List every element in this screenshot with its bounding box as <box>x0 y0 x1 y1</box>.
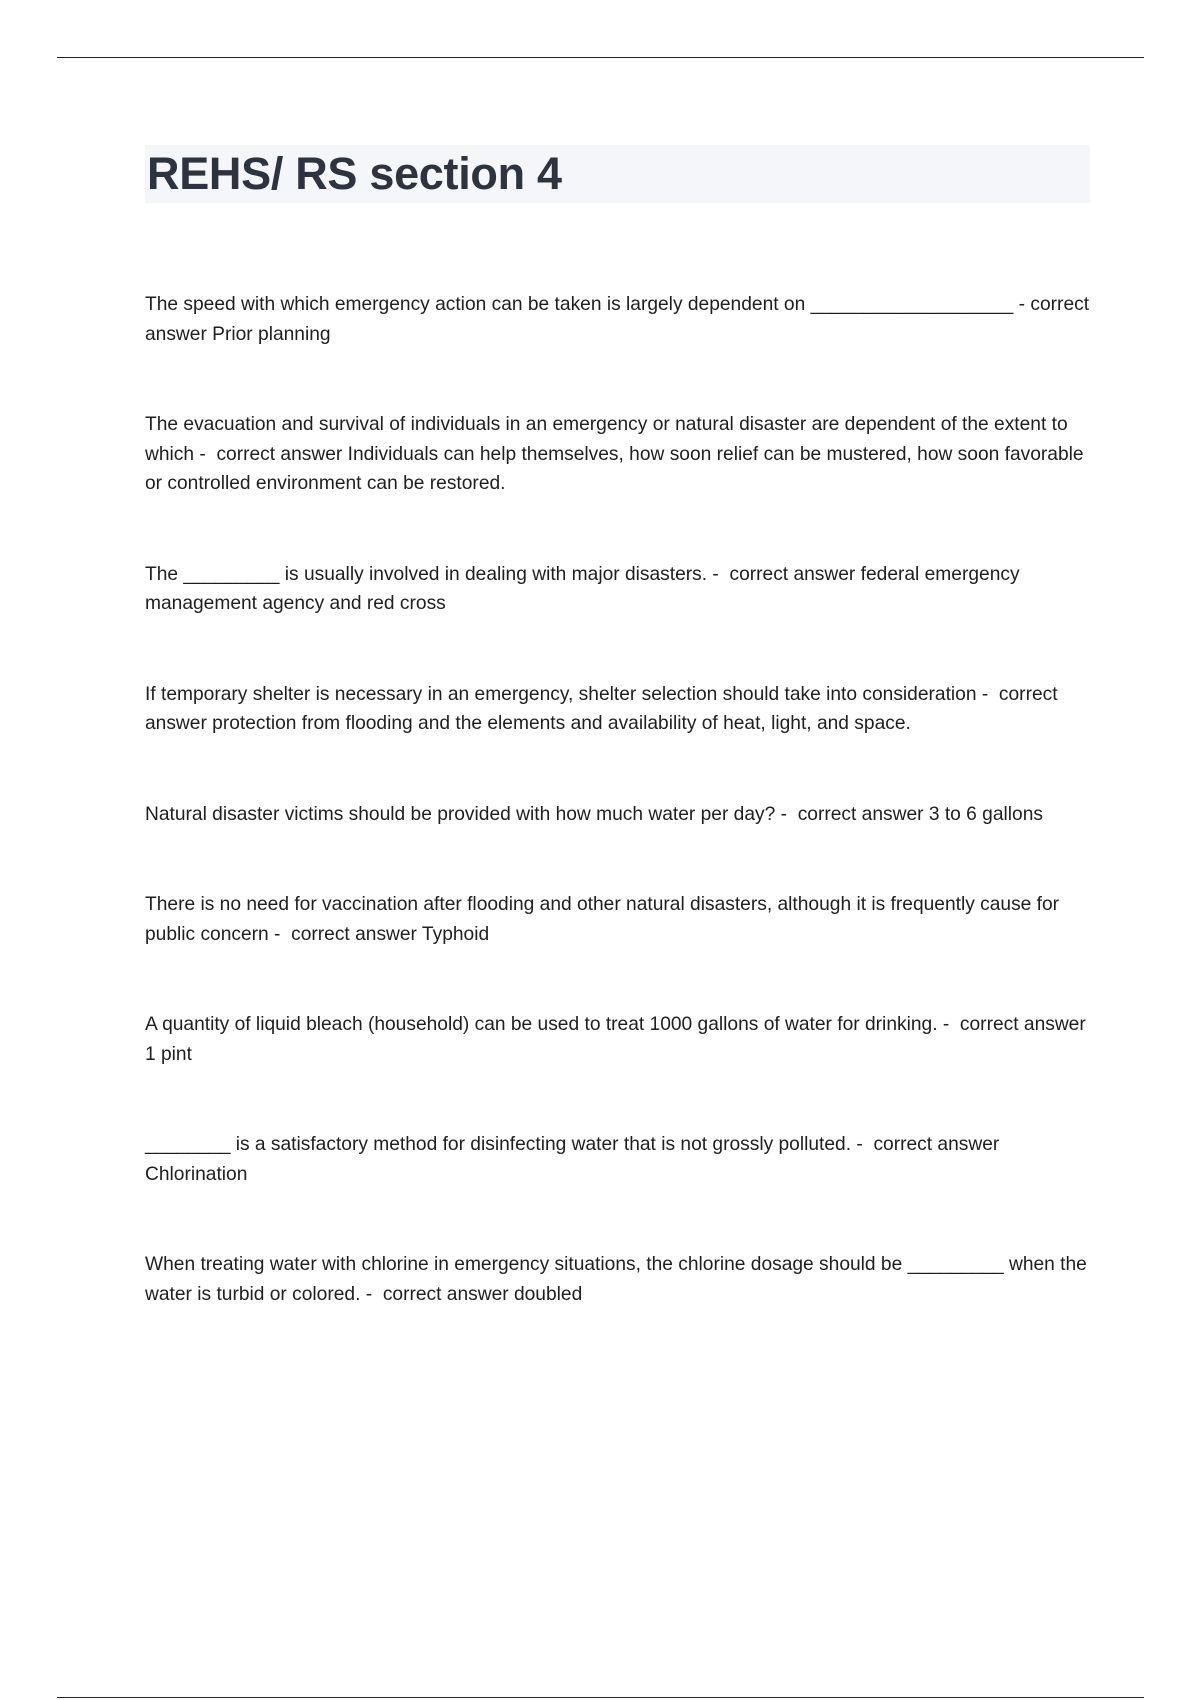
bottom-rule <box>57 1697 1144 1698</box>
qa-item <box>145 1250 1095 1309</box>
question-text: The speed with which emergency action can be taken is largely dependent on ___________________ - <box>145 294 1026 315</box>
answer-text: correct answer protection from flooding and the elements and availability of heat, light, and space. <box>145 683 1058 734</box>
qa-item <box>145 290 1095 349</box>
answer-text: correct answer federal emergency management agency and red cross <box>145 563 1020 614</box>
document-title: REHS/ RS section 4 <box>147 148 562 199</box>
qa-item <box>145 410 1095 499</box>
qa-item <box>145 1010 1095 1069</box>
qa-item <box>145 890 1095 949</box>
question-text: ________ is a satisfactory method for disinfecting water that is not grossly polluted. - <box>145 1134 863 1155</box>
answer-text: correct answer Prior planning <box>145 294 1090 345</box>
qa-item <box>145 680 1095 739</box>
title-band <box>145 145 1090 203</box>
qa-item <box>145 560 1095 619</box>
question-text: There is no need for vaccination after flooding and other natural disasters, although it is frequently cause for public concern - <box>145 894 1060 945</box>
question-text: When treating water with chlorine in emergency situations, the chlorine dosage should be _________ when the water is turbid or colored. - <box>145 1254 1087 1305</box>
qa-item <box>145 800 1095 830</box>
qa-item <box>145 1130 1095 1189</box>
question-text: The _________ is usually involved in dealing with major disasters. - <box>145 563 719 585</box>
answer-text: correct answer Chlorination <box>145 1134 1000 1185</box>
question-text: Natural disaster victims should be provided with how much water per day? - <box>145 803 788 825</box>
question-text: If temporary shelter is necessary in an emergency, shelter selection should take into consideration - <box>145 683 989 705</box>
question-text: A quantity of liquid bleach (household) can be used to treat 1000 gallons of water for drinking. - <box>145 1014 950 1035</box>
answer-text: correct answer 3 to 6 gallons <box>797 803 1043 825</box>
answer-text: correct answer doubled <box>382 1283 583 1305</box>
answer-text: correct answer Individuals can help themselves, how soon relief can be mustered, how soon favorable or controlled environment can be restored. <box>145 443 1084 494</box>
question-text: The evacuation and survival of individuals in an emergency or natural disaster are dependent of the extent to which - <box>145 414 1068 465</box>
answer-text: correct answer Typhoid <box>291 923 490 945</box>
top-rule <box>57 57 1144 58</box>
qa-list <box>145 290 1095 1370</box>
answer-text: correct answer 1 pint <box>145 1014 1086 1065</box>
